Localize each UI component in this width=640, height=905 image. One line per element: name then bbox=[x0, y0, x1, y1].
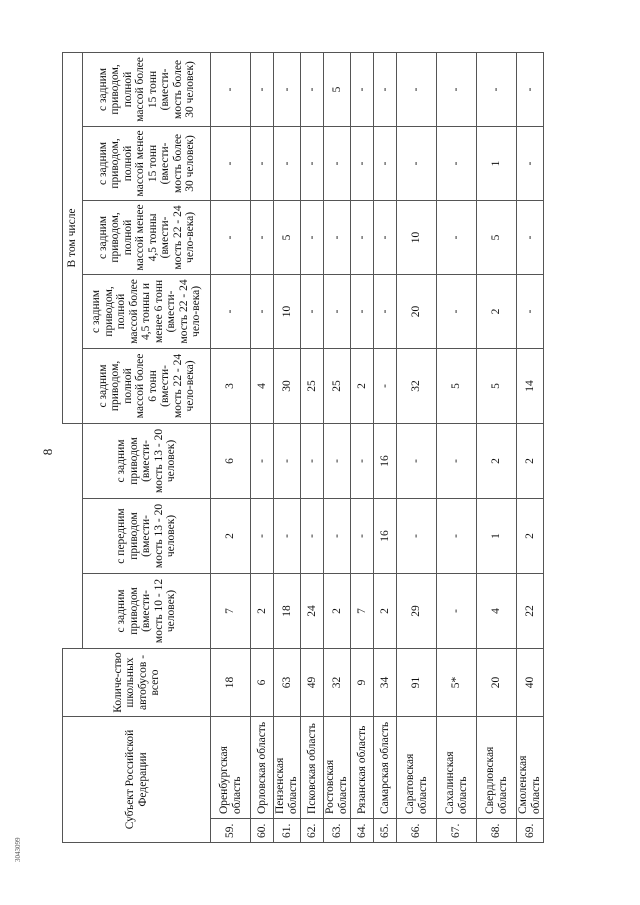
bus-count-col-2: 2 bbox=[517, 498, 544, 573]
bus-count-col-6: - bbox=[351, 200, 374, 274]
header-col-8: с задним приводом, полной массой более 15 тонн (вмести-мость более 30 человек) bbox=[83, 52, 211, 126]
bus-count-col-2: 2 bbox=[211, 498, 251, 573]
bus-count-col-4: 5 bbox=[477, 348, 517, 423]
region-name: Сахалинская область bbox=[437, 716, 477, 818]
bus-count-col-1: 7 bbox=[351, 573, 374, 648]
header-col-2: с передним приводом (вмести-мость 13 - 20 человек) bbox=[83, 498, 211, 573]
total-count: 34 bbox=[374, 648, 397, 716]
bus-count-col-4: - bbox=[374, 348, 397, 423]
bus-count-col-8: - bbox=[477, 52, 517, 126]
row-number: 68. bbox=[477, 819, 517, 843]
table-row bbox=[324, 52, 351, 842]
row-number: 65. bbox=[374, 819, 397, 843]
bus-count-col-8: - bbox=[211, 52, 251, 126]
table-row bbox=[437, 52, 477, 842]
bus-count-col-3: - bbox=[251, 423, 274, 498]
bus-count-col-3: - bbox=[351, 423, 374, 498]
bus-count-col-2: 1 bbox=[477, 498, 517, 573]
bus-count-col-4: 5 bbox=[437, 348, 477, 423]
region-name: Свердловская область bbox=[477, 716, 517, 818]
header-col-4: с задним приводом, полной массой более 6 тонн (вмести-мость 22 - 24 чело-века) bbox=[83, 348, 211, 423]
bus-count-col-6: - bbox=[517, 200, 544, 274]
rotated-table-container bbox=[62, 53, 636, 843]
bus-count-col-6: - bbox=[211, 200, 251, 274]
region-name: Смоленская область bbox=[517, 716, 544, 818]
total-count: 40 bbox=[517, 648, 544, 716]
row-number: 67. bbox=[437, 819, 477, 843]
bus-count-col-5: 20 bbox=[397, 274, 437, 348]
bus-count-col-1: 4 bbox=[477, 573, 517, 648]
bus-count-col-1: 2 bbox=[374, 573, 397, 648]
bus-count-col-4: 2 bbox=[351, 348, 374, 423]
header-subject: Субъект Российской Федерации bbox=[63, 716, 211, 842]
bus-count-col-1: 2 bbox=[251, 573, 274, 648]
bus-count-col-4: 32 bbox=[397, 348, 437, 423]
total-count: 91 bbox=[397, 648, 437, 716]
region-name: Ростовская область bbox=[324, 716, 351, 818]
table-row bbox=[251, 52, 274, 842]
bus-count-col-3: - bbox=[437, 423, 477, 498]
bus-count-col-3: 16 bbox=[374, 423, 397, 498]
bus-count-col-6: - bbox=[374, 200, 397, 274]
bus-count-col-1: 24 bbox=[301, 573, 324, 648]
total-count: 63 bbox=[274, 648, 301, 716]
bus-count-col-5: - bbox=[251, 274, 274, 348]
bus-count-col-1: 2 bbox=[324, 573, 351, 648]
bus-count-col-4: 25 bbox=[301, 348, 324, 423]
bus-count-col-4: 14 bbox=[517, 348, 544, 423]
bus-count-col-5: 10 bbox=[274, 274, 301, 348]
header-col-3: с задним приводом (вмести-мость 13 - 20 человек) bbox=[83, 423, 211, 498]
bus-count-col-3: - bbox=[301, 423, 324, 498]
total-count: 49 bbox=[301, 648, 324, 716]
bus-count-col-6: 5 bbox=[274, 200, 301, 274]
bus-count-col-7: - bbox=[301, 126, 324, 200]
row-number: 63. bbox=[324, 819, 351, 843]
table-body bbox=[211, 52, 544, 842]
table-row bbox=[301, 52, 324, 842]
bus-count-col-7: - bbox=[211, 126, 251, 200]
bus-count-col-7: - bbox=[251, 126, 274, 200]
row-number: 64. bbox=[351, 819, 374, 843]
region-name: Пензенская область bbox=[274, 716, 301, 818]
region-name: Рязанская область bbox=[351, 716, 374, 818]
total-count: 20 bbox=[477, 648, 517, 716]
bus-count-col-5: - bbox=[211, 274, 251, 348]
bus-count-col-5: - bbox=[301, 274, 324, 348]
bus-count-col-2: - bbox=[437, 498, 477, 573]
bus-count-col-4: 4 bbox=[251, 348, 274, 423]
table-row bbox=[211, 52, 251, 842]
bus-count-col-5: - bbox=[437, 274, 477, 348]
bus-count-col-6: 10 bbox=[397, 200, 437, 274]
header-col-5: с задним приводом, полной массой более 4,5 тонны и менее 6 тонн (вмести-мость 22 - 24 чело-века) bbox=[83, 274, 211, 348]
table-row bbox=[351, 52, 374, 842]
bus-count-col-2: 16 bbox=[374, 498, 397, 573]
region-name: Псковская область bbox=[301, 716, 324, 818]
bus-count-col-5: - bbox=[517, 274, 544, 348]
region-name: Саратовская область bbox=[397, 716, 437, 818]
bus-count-col-4: 30 bbox=[274, 348, 301, 423]
row-number: 60. bbox=[251, 819, 274, 843]
row-number: 62. bbox=[301, 819, 324, 843]
bus-count-col-8: - bbox=[374, 52, 397, 126]
total-count: 6 bbox=[251, 648, 274, 716]
bus-count-col-3: 2 bbox=[477, 423, 517, 498]
bus-count-col-8: - bbox=[301, 52, 324, 126]
bus-count-col-3: 6 bbox=[211, 423, 251, 498]
bus-count-col-5: - bbox=[351, 274, 374, 348]
header-col-7: с задним приводом, полной массой менее 15 тонн (вмести-мость более 30 человек) bbox=[83, 126, 211, 200]
bus-count-col-8: - bbox=[517, 52, 544, 126]
table-row bbox=[274, 52, 301, 842]
bus-count-col-2: - bbox=[301, 498, 324, 573]
bus-count-col-2: - bbox=[274, 498, 301, 573]
bus-count-col-1: 7 bbox=[211, 573, 251, 648]
row-number: 59. bbox=[211, 819, 251, 843]
table-row bbox=[374, 52, 397, 842]
bus-count-col-3: 2 bbox=[517, 423, 544, 498]
region-name: Самарская область bbox=[374, 716, 397, 818]
bus-count-col-8: - bbox=[437, 52, 477, 126]
bus-count-col-7: 1 bbox=[477, 126, 517, 200]
bus-count-col-1: - bbox=[437, 573, 477, 648]
row-number: 66. bbox=[397, 819, 437, 843]
bus-count-col-6: - bbox=[251, 200, 274, 274]
bus-count-col-4: 3 bbox=[211, 348, 251, 423]
bus-count-col-5: 2 bbox=[477, 274, 517, 348]
header-empty bbox=[63, 423, 83, 648]
bus-count-col-7: - bbox=[274, 126, 301, 200]
table-row bbox=[517, 52, 544, 842]
school-buses-table bbox=[62, 52, 544, 843]
bus-count-col-6: - bbox=[324, 200, 351, 274]
bus-count-col-2: - bbox=[397, 498, 437, 573]
bus-count-col-3: - bbox=[324, 423, 351, 498]
table-row bbox=[477, 52, 517, 842]
region-name: Орловская область bbox=[251, 716, 274, 818]
bus-count-col-4: 25 bbox=[324, 348, 351, 423]
bus-count-col-8: - bbox=[251, 52, 274, 126]
bus-count-col-6: - bbox=[437, 200, 477, 274]
bus-count-col-7: - bbox=[397, 126, 437, 200]
bus-count-col-1: 22 bbox=[517, 573, 544, 648]
bus-count-col-3: - bbox=[397, 423, 437, 498]
bus-count-col-1: 18 bbox=[274, 573, 301, 648]
bus-count-col-7: - bbox=[324, 126, 351, 200]
bus-count-col-2: - bbox=[351, 498, 374, 573]
header-col-6: с задним приводом, полной массой менее 4,5 тонны (вмести-мость 22 - 24 чело-века) bbox=[83, 200, 211, 274]
header-col-1: с задним приводом (вмести-мость 10 - 12 человек) bbox=[83, 573, 211, 648]
total-count: 18 bbox=[211, 648, 251, 716]
region-name: Оренбургская область bbox=[211, 716, 251, 818]
total-count: 5* bbox=[437, 648, 477, 716]
bus-count-col-8: - bbox=[351, 52, 374, 126]
bus-count-col-6: 5 bbox=[477, 200, 517, 274]
bus-count-col-6: - bbox=[301, 200, 324, 274]
table-row bbox=[397, 52, 437, 842]
bus-count-col-8: - bbox=[397, 52, 437, 126]
bus-count-col-3: - bbox=[274, 423, 301, 498]
bus-count-col-8: 5 bbox=[324, 52, 351, 126]
bus-count-col-1: 29 bbox=[397, 573, 437, 648]
bus-count-col-7: - bbox=[374, 126, 397, 200]
header-including: В том числе bbox=[63, 52, 83, 423]
bus-count-col-5: - bbox=[324, 274, 351, 348]
bus-count-col-5: - bbox=[374, 274, 397, 348]
header-total: Количе-ство школьных автобусов - всего bbox=[63, 648, 211, 716]
bus-count-col-7: - bbox=[351, 126, 374, 200]
bus-count-col-7: - bbox=[517, 126, 544, 200]
row-number: 61. bbox=[274, 819, 301, 843]
bus-count-col-8: - bbox=[274, 52, 301, 126]
page-number: 8 bbox=[40, 448, 55, 456]
bus-count-col-2: - bbox=[251, 498, 274, 573]
bus-count-col-2: - bbox=[324, 498, 351, 573]
total-count: 32 bbox=[324, 648, 351, 716]
total-count: 9 bbox=[351, 648, 374, 716]
document-code: 3043099 bbox=[14, 837, 22, 862]
bus-count-col-7: - bbox=[437, 126, 477, 200]
row-number: 69. bbox=[517, 819, 544, 843]
